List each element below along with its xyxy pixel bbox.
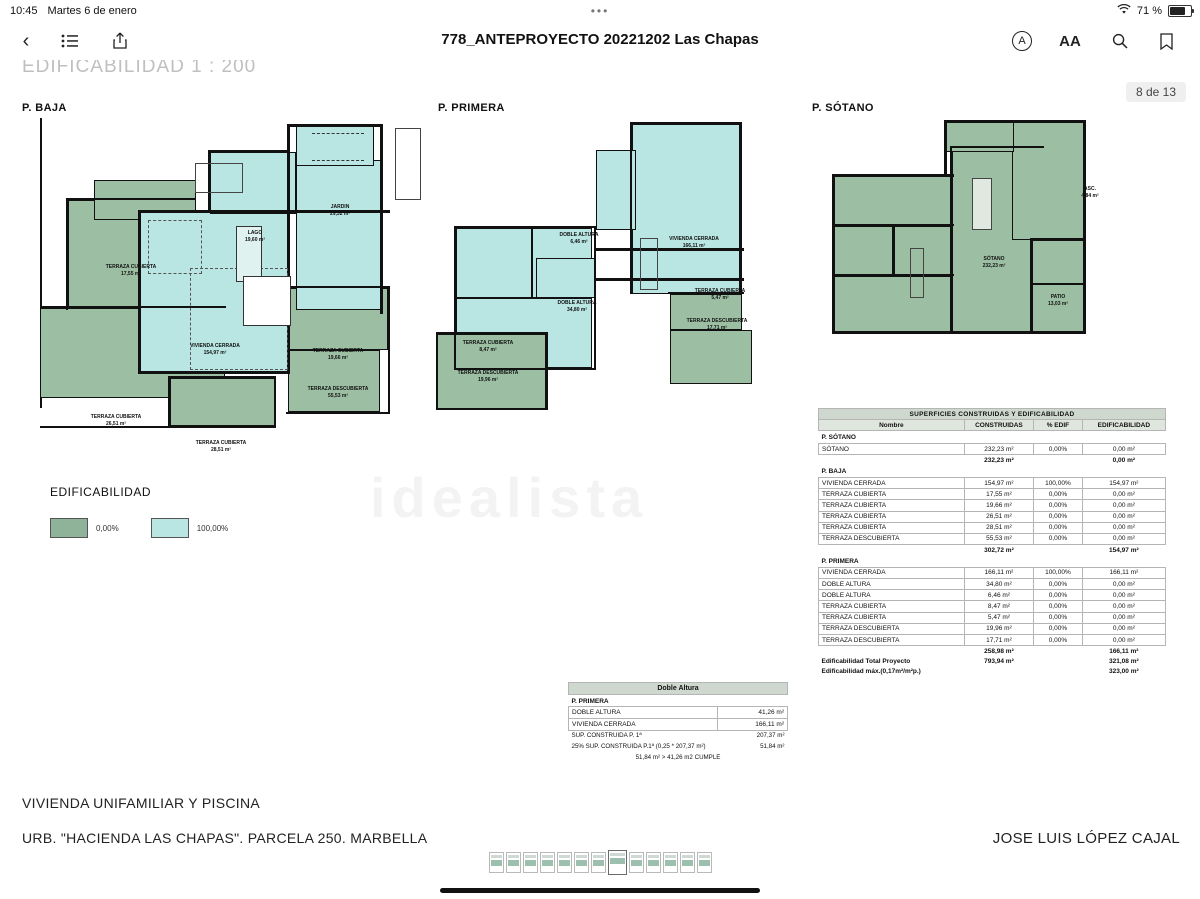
- legend-title: EDIFICABILIDAD: [50, 485, 152, 499]
- footer-author: JOSE LUIS LÓPEZ CAJAL: [992, 830, 1180, 845]
- plan-label-primera: P. PRIMERA: [438, 102, 505, 114]
- col-nombre: Nombre: [819, 420, 965, 431]
- table-doble-altura-title: Doble Altura: [569, 683, 788, 695]
- back-chevron-icon[interactable]: ‹: [22, 29, 30, 52]
- dynamic-island-dots: •••: [590, 4, 610, 18]
- page-thumbnail[interactable]: [557, 852, 572, 873]
- table-note-row: SUP. CONSTRUIDA P. 1ª 207,37 m²: [571, 732, 785, 740]
- table-total-row: 232,23 m² 0,00 m²: [984, 456, 1136, 464]
- page-thumbnail[interactable]: [574, 852, 589, 873]
- status-time: 10:45: [10, 5, 38, 17]
- col-construidas: CONSTRUIDAS: [964, 420, 1033, 431]
- page-thumbnail[interactable]: [489, 852, 504, 873]
- page-thumbnail[interactable]: [523, 852, 538, 873]
- legend: [50, 518, 228, 538]
- legend-label-1: 100,00%: [196, 523, 229, 533]
- watermark: idealista: [370, 466, 649, 529]
- page-thumbnail-strip[interactable]: [0, 845, 1200, 879]
- col-pct-edif: % EDIF: [1034, 420, 1083, 431]
- page-thumbnail-current[interactable]: [608, 850, 627, 875]
- footer-project-title: VIVIENDA UNIFAMILIAR Y PISCINA: [22, 795, 260, 811]
- table-row: DOBLE ALTURA 6,46 m² 0,00% 0,00 m²: [819, 590, 1166, 601]
- legend-swatch-0: [50, 518, 88, 538]
- page-thumbnail[interactable]: [680, 852, 695, 873]
- table-row: TERRAZA CUBIERTA 26,51 m² 0,00% 0,00 m²: [819, 511, 1166, 522]
- table-superficies-title: SUPERFICIES CONSTRUIDAS Y EDIFICABILIDAD: [819, 409, 1166, 420]
- appearance-circle-icon[interactable]: [1010, 30, 1034, 52]
- table-total-row: 258,98 m² 166,11 m²: [984, 647, 1139, 655]
- reader-toolbar: [0, 22, 1200, 61]
- table-footer-row: Edificabilidad Total Proyecto 793,94 m² 321,08 m²: [821, 657, 1139, 665]
- table-row: TERRAZA DESCUBIERTA 17,71 m² 0,00% 0,00 m²: [819, 634, 1166, 645]
- text-size-button[interactable]: AA: [1059, 32, 1081, 50]
- table-row: SÓTANO 232,23 m² 0,00% 0,00 m²: [819, 443, 1166, 454]
- status-right: [1117, 4, 1192, 18]
- home-indicator[interactable]: [440, 888, 760, 893]
- table-row: TERRAZA DESCUBIERTA 55,53 m² 0,00% 0,00 m²: [819, 533, 1166, 544]
- plan-label-baja: P. BAJA: [22, 102, 67, 114]
- search-icon[interactable]: [1108, 30, 1132, 52]
- plan-label-sotano: P. SÓTANO: [812, 102, 874, 114]
- table-note-row: 51,84 m² > 41,26 m2 CUMPLE: [635, 753, 721, 761]
- table-row: TERRAZA CUBIERTA 28,51 m² 0,00% 0,00 m²: [819, 522, 1166, 533]
- table-row: TERRAZA CUBIERTA 8,47 m² 0,00% 0,00 m²: [819, 601, 1166, 612]
- status-bar: [0, 0, 1200, 22]
- group-primera: P. PRIMERA: [819, 555, 1166, 567]
- col-edificabilidad: EDIFICABILIDAD: [1082, 420, 1165, 431]
- page-thumbnail[interactable]: [646, 852, 661, 873]
- table-of-contents-icon[interactable]: [58, 30, 82, 52]
- table-row: VIVIENDA CERRADA 166,11 m²: [569, 718, 788, 730]
- table-footer-row: Edificabilidad máx.(0,17m²/m²p.) 323,00 m²: [821, 668, 1139, 676]
- page-thumbnail[interactable]: [540, 852, 555, 873]
- floorplan-primera: DOBLE ALTURA 6,46 m² VIVIENDA CERRADA 166,11 m² DOBLE ALTURA 34,80 m² TERRAZA CUBIERTA 5,47 m² TERRAZA DESCUBIERTA 17,71 m² TERRAZA CUBIERTA 8,47 m² TERRAZA DESCUBIERTA 19,96 m²: [436, 118, 766, 418]
- page-thumbnail[interactable]: [663, 852, 678, 873]
- table-row: DOBLE ALTURA 34,80 m² 0,00% 0,00 m²: [819, 579, 1166, 590]
- table-superficies: [818, 408, 1166, 677]
- page-thumbnail[interactable]: [591, 852, 606, 873]
- page-thumbnail[interactable]: [506, 852, 521, 873]
- status-date: Martes 6 de enero: [47, 5, 137, 17]
- floorplan-sotano: SÓTANO 232,23 m² PATIO 13,03 m² ASC. 4,84 m²: [826, 118, 1096, 368]
- page-thumbnail[interactable]: [629, 852, 644, 873]
- group-primera-da: P. PRIMERA: [571, 697, 609, 705]
- legend-label-0: 0,00%: [96, 523, 119, 533]
- group-sotano: P. SÓTANO: [819, 431, 1166, 444]
- table-note-row: 25% SUP. CONSTRUIDA P.1ª (0,25 * 207,37 m²) 51,84 m²: [571, 742, 785, 750]
- appearance-letter: A: [1012, 31, 1032, 51]
- table-row: VIVIENDA CERRADA 166,11 m² 100,00% 166,11 m²: [819, 567, 1166, 578]
- table-row: TERRAZA CUBIERTA 5,47 m² 0,00% 0,00 m²: [819, 612, 1166, 623]
- table-doble-altura: [568, 682, 788, 762]
- floorplan-baja: LAGO 19,60 m² JARDIN 29,32 m² TERRAZA CUBIERTA 17,55 m² VIVIENDA CERRADA 154,97 m² TERRAZA CUBIERTA 19,66 m² TERRAZA DESCUBIERTA 55,53 m² TERRAZA CUBIERTA 26,51 m² TERRAZA CUBIERTA 28,51 m²: [40, 118, 430, 418]
- table-row: DOBLE ALTURA 41,26 m²: [569, 707, 788, 719]
- table-row: TERRAZA DESCUBIERTA 19,96 m² 0,00% 0,00 m²: [819, 623, 1166, 634]
- share-icon[interactable]: [108, 30, 132, 52]
- document-title: 778_ANTEPROYECTO 20221202 Las Chapas: [441, 31, 759, 48]
- table-row: VIVIENDA CERRADA 154,97 m² 100,00% 154,97 m²: [819, 477, 1166, 488]
- table-row: TERRAZA CUBIERTA 17,55 m² 0,00% 0,00 m²: [819, 489, 1166, 500]
- wifi-icon: [1117, 4, 1131, 18]
- footer-address: URB. "HACIENDA LAS CHAPAS". PARCELA 250. MARBELLA: [22, 830, 428, 845]
- table-total-row: 302,72 m² 154,97 m²: [984, 546, 1139, 554]
- legend-swatch-1: [151, 518, 189, 538]
- group-baja: P. BAJA: [819, 465, 1166, 477]
- battery-icon: [1168, 5, 1192, 17]
- page-indicator: 8 de 13: [1126, 82, 1186, 102]
- table-row: TERRAZA CUBIERTA 19,66 m² 0,00% 0,00 m²: [819, 500, 1166, 511]
- bookmark-icon[interactable]: [1154, 30, 1178, 52]
- battery-percent: 71 %: [1136, 5, 1162, 17]
- page-heading: EDIFICABILIDAD 1 : 200: [22, 60, 257, 77]
- pdf-page[interactable]: [0, 60, 1200, 845]
- page-thumbnail[interactable]: [697, 852, 712, 873]
- status-left: [10, 5, 137, 17]
